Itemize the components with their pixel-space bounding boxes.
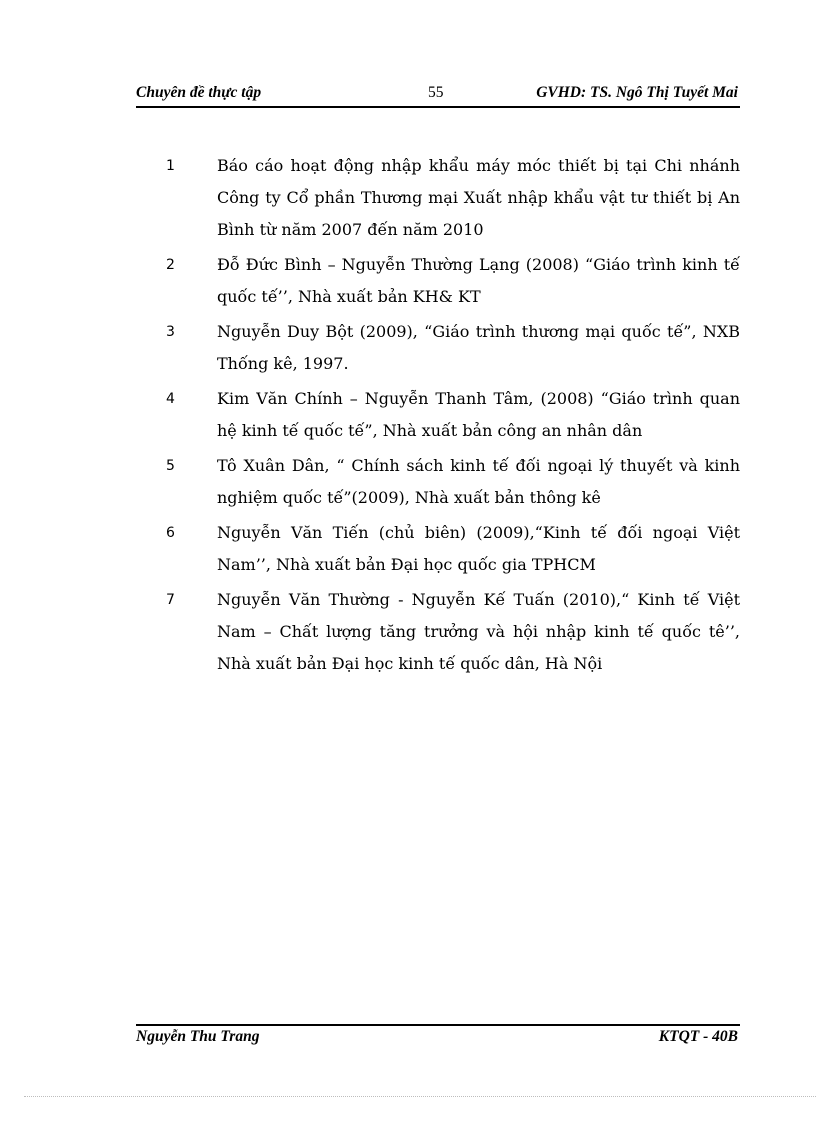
reference-list bbox=[136, 150, 740, 683]
reference-number: 7 bbox=[166, 592, 175, 608]
footer-divider bbox=[136, 1024, 740, 1026]
page-header bbox=[136, 84, 740, 106]
reference-item bbox=[136, 584, 740, 680]
header-divider bbox=[136, 106, 740, 108]
reference-text: Kim Văn Chính – Nguyễn Thanh Tâm, (2008) “Giáo trình quan hệ kinh tế quốc tế”, Nhà xuất bản công an nhân dân bbox=[217, 389, 740, 440]
header-title: Chuyên đề thực tập bbox=[136, 84, 262, 101]
reference-text: Nguyễn Văn Tiến (chủ biên) (2009),“Kinh tế đối ngoại Việt Nam’’, Nhà xuất bản Đại học quốc gia TPHCM bbox=[217, 523, 740, 574]
reference-item bbox=[136, 450, 740, 514]
reference-text: Nguyễn Văn Thường - Nguyễn Kế Tuấn (2010),“ Kinh tế Việt Nam – Chất lượng tăng trưởng và hội nhập kinh tế quốc tê’’, Nhà xuất bản Đại học kinh tế quốc dân, Hà Nội bbox=[217, 590, 740, 673]
reference-item bbox=[136, 249, 740, 313]
reference-text: Nguyễn Duy Bột (2009), “Giáo trình thương mại quốc tế”, NXB Thống kê, 1997. bbox=[217, 322, 740, 373]
page-footer bbox=[136, 1028, 740, 1050]
page-number: 55 bbox=[428, 84, 444, 101]
reference-text: Tô Xuân Dân, “ Chính sách kinh tế đối ngoại lý thuyết và kinh nghiệm quốc tế”(2009), Nhà xuất bản thông kê bbox=[217, 456, 740, 507]
reference-number: 4 bbox=[166, 391, 175, 407]
reference-item bbox=[136, 517, 740, 581]
header-supervisor: GVHD: TS. Ngô Thị Tuyết Mai bbox=[536, 84, 738, 101]
reference-text: Báo cáo hoạt động nhập khẩu máy móc thiết bị tại Chi nhánh Công ty Cổ phần Thương mại Xuất nhập khẩu vật tư thiết bị An Bình từ năm 2007 đến năm 2010 bbox=[217, 156, 740, 239]
reference-number: 6 bbox=[166, 525, 175, 541]
reference-number: 1 bbox=[166, 158, 175, 174]
reference-number: 2 bbox=[166, 257, 175, 273]
reference-text: Đỗ Đức Bình – Nguyễn Thường Lạng (2008) “Giáo trình kinh tế quốc tế’’, Nhà xuất bản KH& KT bbox=[217, 255, 740, 306]
reference-item bbox=[136, 150, 740, 246]
reference-item bbox=[136, 383, 740, 447]
reference-item bbox=[136, 316, 740, 380]
page-edge-divider bbox=[24, 1096, 816, 1097]
footer-class: KTQT - 40B bbox=[658, 1028, 738, 1045]
reference-number: 5 bbox=[166, 458, 175, 474]
footer-author: Nguyễn Thu Trang bbox=[136, 1028, 260, 1045]
reference-number: 3 bbox=[166, 324, 175, 340]
